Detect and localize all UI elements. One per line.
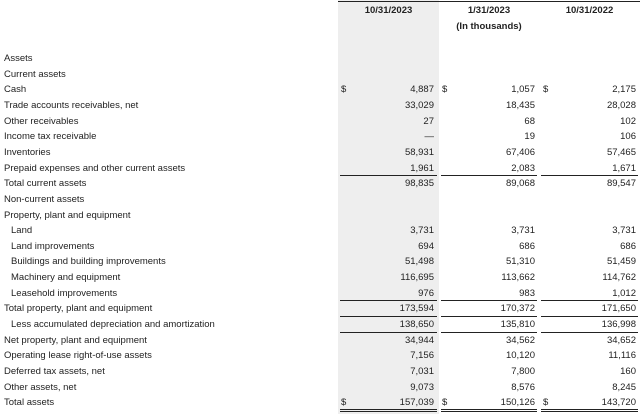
row-label: Other receivables bbox=[4, 116, 79, 127]
row-label: Leasehold improvements bbox=[11, 288, 118, 299]
cell-value: 89,068 bbox=[505, 178, 535, 189]
cell-value: 51,459 bbox=[606, 256, 636, 267]
cell-value: 28,028 bbox=[606, 100, 636, 111]
cell-value: 686 bbox=[620, 241, 636, 252]
table-row bbox=[0, 161, 640, 176]
row-label: Machinery and equipment bbox=[11, 272, 121, 283]
column-date: 1/31/2023 bbox=[467, 5, 511, 16]
cell-value: 114,762 bbox=[602, 272, 636, 283]
table-row bbox=[0, 82, 640, 97]
cell-value: 170,372 bbox=[500, 303, 535, 314]
table-row bbox=[0, 67, 640, 82]
total-double-rule bbox=[541, 409, 638, 412]
cell-value: 27 bbox=[423, 116, 434, 127]
cell-value: — bbox=[424, 131, 434, 142]
cell-value: 116,695 bbox=[400, 272, 434, 283]
cell-value: 7,800 bbox=[511, 366, 535, 377]
cell-value: 3,731 bbox=[511, 225, 535, 236]
table-row bbox=[0, 114, 640, 129]
column-date: 10/31/2022 bbox=[565, 5, 614, 16]
cell-value: 173,594 bbox=[399, 303, 434, 314]
row-label: Other assets, net bbox=[4, 382, 77, 393]
cell-value: 983 bbox=[519, 288, 535, 299]
cell-value: 67,406 bbox=[505, 147, 535, 158]
table-row bbox=[0, 286, 640, 301]
row-label: Land bbox=[11, 225, 33, 236]
row-label: Land improvements bbox=[11, 241, 95, 252]
row-label: Total property, plant and equipment bbox=[4, 303, 153, 314]
table-row bbox=[0, 51, 640, 66]
cell-value: 98,835 bbox=[404, 178, 434, 189]
currency-symbol: $ bbox=[543, 397, 549, 408]
table-row bbox=[0, 395, 640, 410]
cell-value: 68 bbox=[524, 116, 535, 127]
cell-value: 11,116 bbox=[608, 350, 636, 361]
table-row bbox=[0, 208, 640, 223]
row-label: Inventories bbox=[4, 147, 51, 158]
cell-value: 34,562 bbox=[505, 335, 535, 346]
cell-value: 2,083 bbox=[511, 163, 535, 174]
table-row bbox=[0, 380, 640, 395]
cell-value: 19 bbox=[524, 131, 535, 142]
row-label: Less accumulated depreciation and amortization bbox=[11, 319, 215, 330]
column-header-10-31-2022 bbox=[539, 0, 640, 40]
column-header-1-31-2023 bbox=[439, 0, 539, 40]
table-row bbox=[0, 301, 640, 316]
cell-value: 113,662 bbox=[501, 272, 535, 283]
cell-value: 102 bbox=[620, 116, 636, 127]
cell-value: 694 bbox=[418, 241, 434, 252]
table-row bbox=[0, 239, 640, 254]
total-double-rule bbox=[441, 409, 537, 412]
cell-value: 57,465 bbox=[606, 147, 636, 158]
row-label: Net property, plant and equipment bbox=[4, 335, 147, 346]
cell-value: 171,650 bbox=[601, 303, 636, 314]
table-row bbox=[0, 223, 640, 238]
row-label: Operating lease right-of-use assets bbox=[4, 350, 152, 361]
row-label: Deferred tax assets, net bbox=[4, 366, 105, 377]
cell-value: 135,810 bbox=[500, 319, 535, 330]
currency-symbol: $ bbox=[341, 397, 347, 408]
cell-value: 10,120 bbox=[505, 350, 535, 361]
row-label: Income tax receivable bbox=[4, 131, 97, 142]
table-row bbox=[0, 145, 640, 160]
cell-value: 2,175 bbox=[612, 84, 636, 95]
total-double-rule bbox=[340, 409, 437, 412]
cell-value: 8,576 bbox=[511, 382, 535, 393]
table-row bbox=[0, 333, 640, 348]
table-row bbox=[0, 98, 640, 113]
cell-value: 58,931 bbox=[404, 147, 434, 158]
column-date: 10/31/2023 bbox=[364, 5, 413, 16]
row-label: Cash bbox=[4, 84, 27, 95]
cell-value: 8,245 bbox=[612, 382, 636, 393]
cell-value: 106 bbox=[620, 131, 636, 142]
row-label: Non-current assets bbox=[4, 194, 85, 205]
cell-value: 4,887 bbox=[410, 84, 434, 95]
table-row bbox=[0, 270, 640, 285]
cell-value: 7,031 bbox=[410, 366, 434, 377]
cell-value: 150,126 bbox=[500, 397, 535, 408]
cell-value: 34,652 bbox=[606, 335, 636, 346]
units-note: (In thousands) bbox=[456, 21, 522, 32]
currency-symbol: $ bbox=[442, 397, 448, 408]
cell-value: 160 bbox=[620, 366, 636, 377]
row-label: Current assets bbox=[4, 69, 66, 80]
currency-symbol: $ bbox=[442, 84, 448, 95]
cell-value: 7,156 bbox=[410, 350, 434, 361]
cell-value: 51,310 bbox=[505, 256, 535, 267]
table-row bbox=[0, 192, 640, 207]
cell-value: 89,547 bbox=[606, 178, 636, 189]
table-row bbox=[0, 317, 640, 332]
cell-value: 976 bbox=[418, 288, 434, 299]
cell-value: 51,498 bbox=[404, 256, 434, 267]
cell-value: 136,998 bbox=[601, 319, 636, 330]
row-label: Total assets bbox=[4, 397, 55, 408]
cell-value: 157,039 bbox=[399, 397, 434, 408]
cell-value: 1,961 bbox=[410, 163, 434, 174]
cell-value: 18,435 bbox=[505, 100, 535, 111]
cell-value: 143,720 bbox=[601, 397, 636, 408]
cell-value: 3,731 bbox=[410, 225, 434, 236]
cell-value: 3,731 bbox=[612, 225, 636, 236]
cell-value: 686 bbox=[519, 241, 535, 252]
cell-value: 34,944 bbox=[404, 335, 434, 346]
cell-value: 1,057 bbox=[511, 84, 535, 95]
row-label: Property, plant and equipment bbox=[4, 210, 131, 221]
cell-value: 138,650 bbox=[399, 319, 434, 330]
table-row bbox=[0, 254, 640, 269]
row-label: Buildings and building improvements bbox=[11, 256, 166, 267]
table-row bbox=[0, 129, 640, 144]
cell-value: 1,012 bbox=[612, 288, 636, 299]
cell-value: 33,029 bbox=[404, 100, 434, 111]
column-header-10-31-2023 bbox=[338, 0, 439, 40]
table-row bbox=[0, 364, 640, 379]
table-row bbox=[0, 176, 640, 191]
table-row bbox=[0, 348, 640, 363]
row-label: Trade accounts receivables, net bbox=[4, 100, 139, 111]
currency-symbol: $ bbox=[341, 84, 347, 95]
row-label: Prepaid expenses and other current assets bbox=[4, 163, 186, 174]
cell-value: 1,671 bbox=[612, 163, 636, 174]
row-label: Assets bbox=[4, 53, 33, 64]
row-label: Total current assets bbox=[4, 178, 87, 189]
cell-value: 9,073 bbox=[410, 382, 434, 393]
currency-symbol: $ bbox=[543, 84, 549, 95]
